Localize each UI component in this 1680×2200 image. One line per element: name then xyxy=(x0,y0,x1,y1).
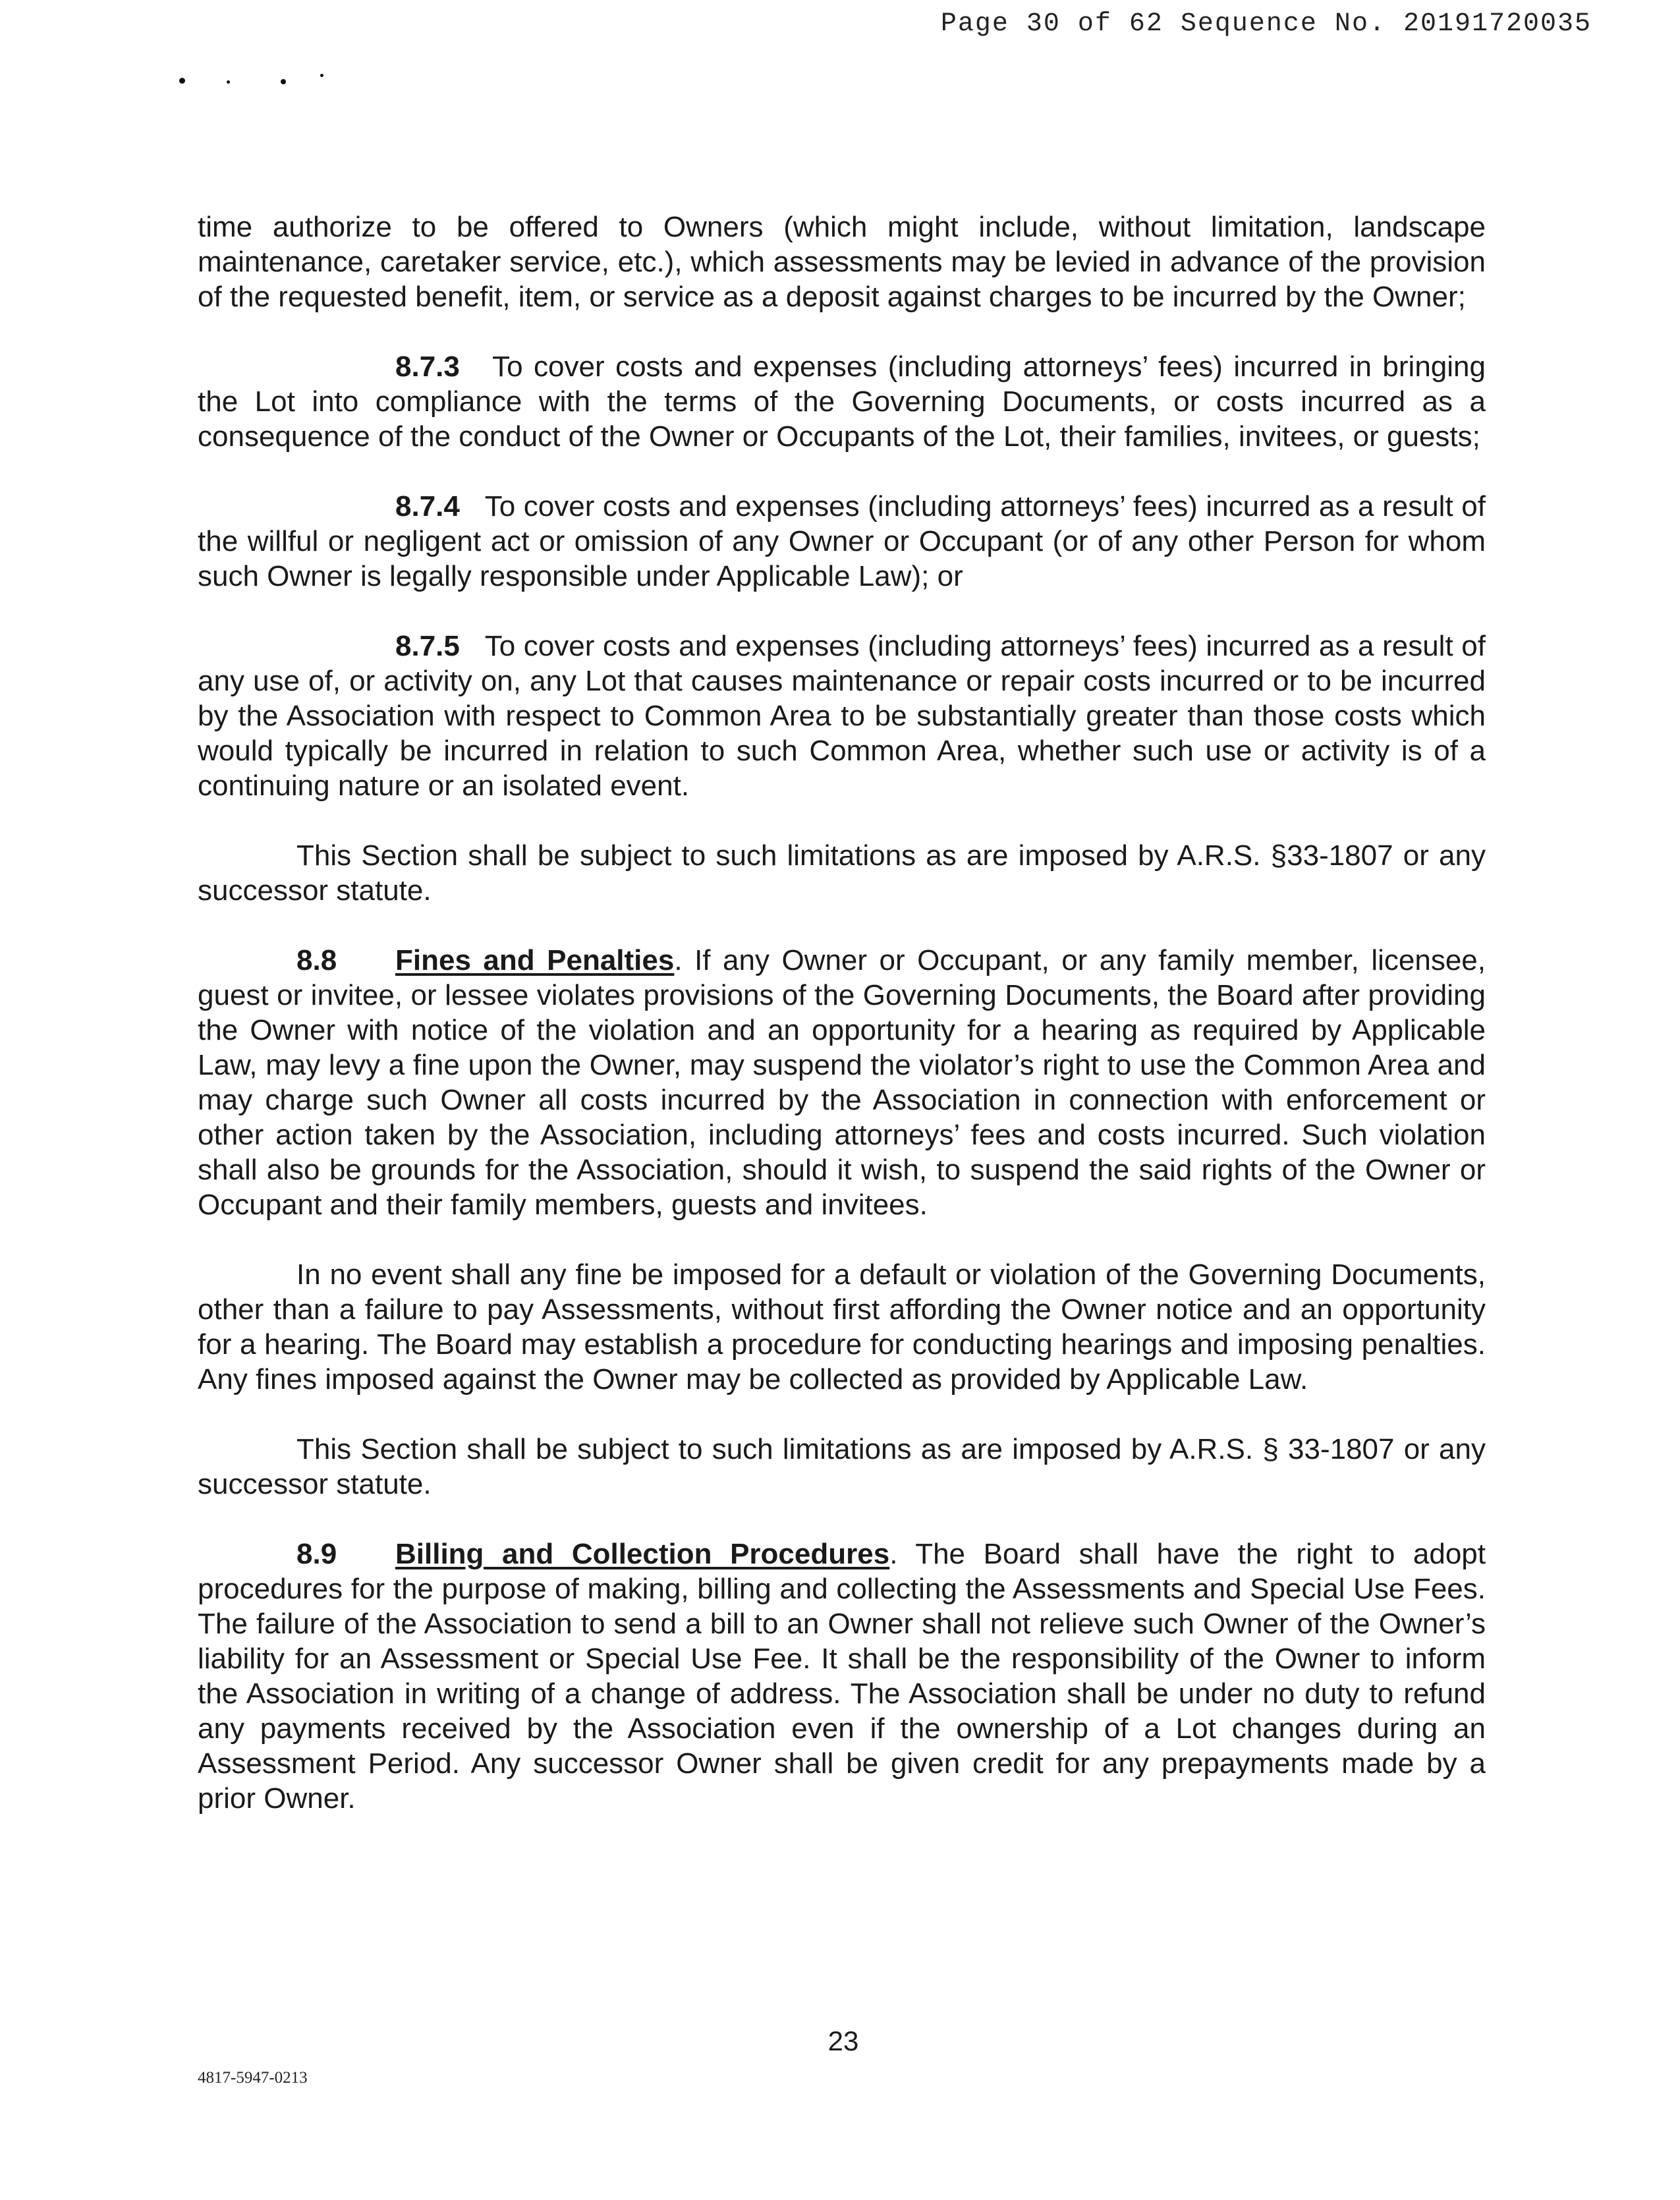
section-number: 8.7.4 xyxy=(395,490,460,522)
page-number: 23 xyxy=(827,2025,859,2056)
section-8-9 xyxy=(198,1537,1486,1816)
scan-speck xyxy=(320,74,323,77)
statute-limitation-paragraph: This Section shall be subject to such limitations as are imposed by A.R.S. § 33-1807 or any successor statute. xyxy=(198,1433,1486,1500)
continued-paragraph: time authorize to be offered to Owners (which might include, without limitation, landscape maintenance, caretaker service, etc.), which assessments may be levied in advance of the provision of the requested benefit, item, or service as a deposit against charges to be incurred by the Owner; xyxy=(198,211,1486,313)
section-8-7-3 xyxy=(198,349,1486,454)
fines-hearing-paragraph: In no event shall any fine be imposed for a default or violation of the Governing Documents, other than a failure to pay Assessments, without first affording the Owner notice and an opportunity for a hearing. The Board may establish a procedure for conducting hearings and imposing penalties. Any fines imposed against the Owner may be collected as provided by Applicable Law. xyxy=(198,1258,1486,1396)
section-text: To cover costs and expenses (including attorneys’ fees) incurred in bringing the Lot into compliance with the terms of the Governing Documents, or costs incurred as a consequence of the conduct of the Owner or Occupants of the Lot, their families, invitees, or guests; xyxy=(198,351,1486,453)
document-id: 4817-5947-0213 xyxy=(198,2069,308,2087)
section-text: . The Board shall have the right to adopt procedures for the purpose of making, billing and collecting the Assessments and Special Use Fees. The failure of the Association to send a bill to an Owner shall not relieve such Owner of the Owner’s liability for an Assessment or Special Use Fee. It shall be the responsibility of the Owner to inform the Association in writing of a change of address. The Association shall be under no duty to refund any payments received by the Association even if the ownership of a Lot changes during an Assessment Period. Any successor Owner shall be given credit for any prepayments made by a prior Owner. xyxy=(198,1538,1486,1815)
section-8-7-4 xyxy=(198,489,1486,594)
section-number: 8.7.5 xyxy=(395,630,460,662)
document-body xyxy=(198,210,1486,1851)
section-8-7-5 xyxy=(198,629,1486,803)
section-text: . If any Owner or Occupant, or any family member, licensee, guest or invitee, or lessee violates provisions of the Governing Documents, the Board after providing the Owner with notice of the violation and an opportunity for a hearing as required by Applicable Law, may levy a fine upon the Owner, may suspend the violator’s right to use the Common Area and may charge such Owner all costs incurred by the Association in connection with enforcement or other action taken by the Association, including attorneys’ fees and costs incurred. Such violation shall also be grounds for the Association, should it wish, to suspend the said rights of the Owner or Occupant and their family members, guests and invitees. xyxy=(198,944,1486,1221)
scan-artifact-dots xyxy=(179,71,337,91)
scan-speck xyxy=(227,80,230,84)
section-number: 8.8 xyxy=(296,944,337,976)
section-text: To cover costs and expenses (including attorneys’ fees) incurred as a result of the willful or negligent act or omission of any Owner or Occupant (or of any other Person for whom such Owner is legally responsible under Applicable Law); or xyxy=(198,490,1486,592)
section-number: 8.9 xyxy=(296,1538,337,1570)
section-title: Billing and Collection Procedures xyxy=(395,1538,890,1570)
section-text: To cover costs and expenses (including attorneys’ fees) incurred as a result of any use of, or activity on, any Lot that causes maintenance or repair costs incurred or to be incurred by the Association with respect to Common Area to be substantially greater than those costs which would typically be incurred in relation to such Common Area, whether such use or activity is of a continuing nature or an isolated event. xyxy=(198,630,1486,802)
page-sequence-stamp: Page 30 of 62 Sequence No. 20191720035 xyxy=(940,9,1592,39)
statute-limitation-paragraph: This Section shall be subject to such limitations as are imposed by A.R.S. §33-1807 or any successor statute. xyxy=(198,839,1486,907)
section-8-8 xyxy=(198,943,1486,1222)
section-title: Fines and Penalties xyxy=(395,944,675,976)
scan-speck xyxy=(281,79,286,84)
scan-speck xyxy=(179,78,185,84)
section-number: 8.7.3 xyxy=(395,351,460,383)
